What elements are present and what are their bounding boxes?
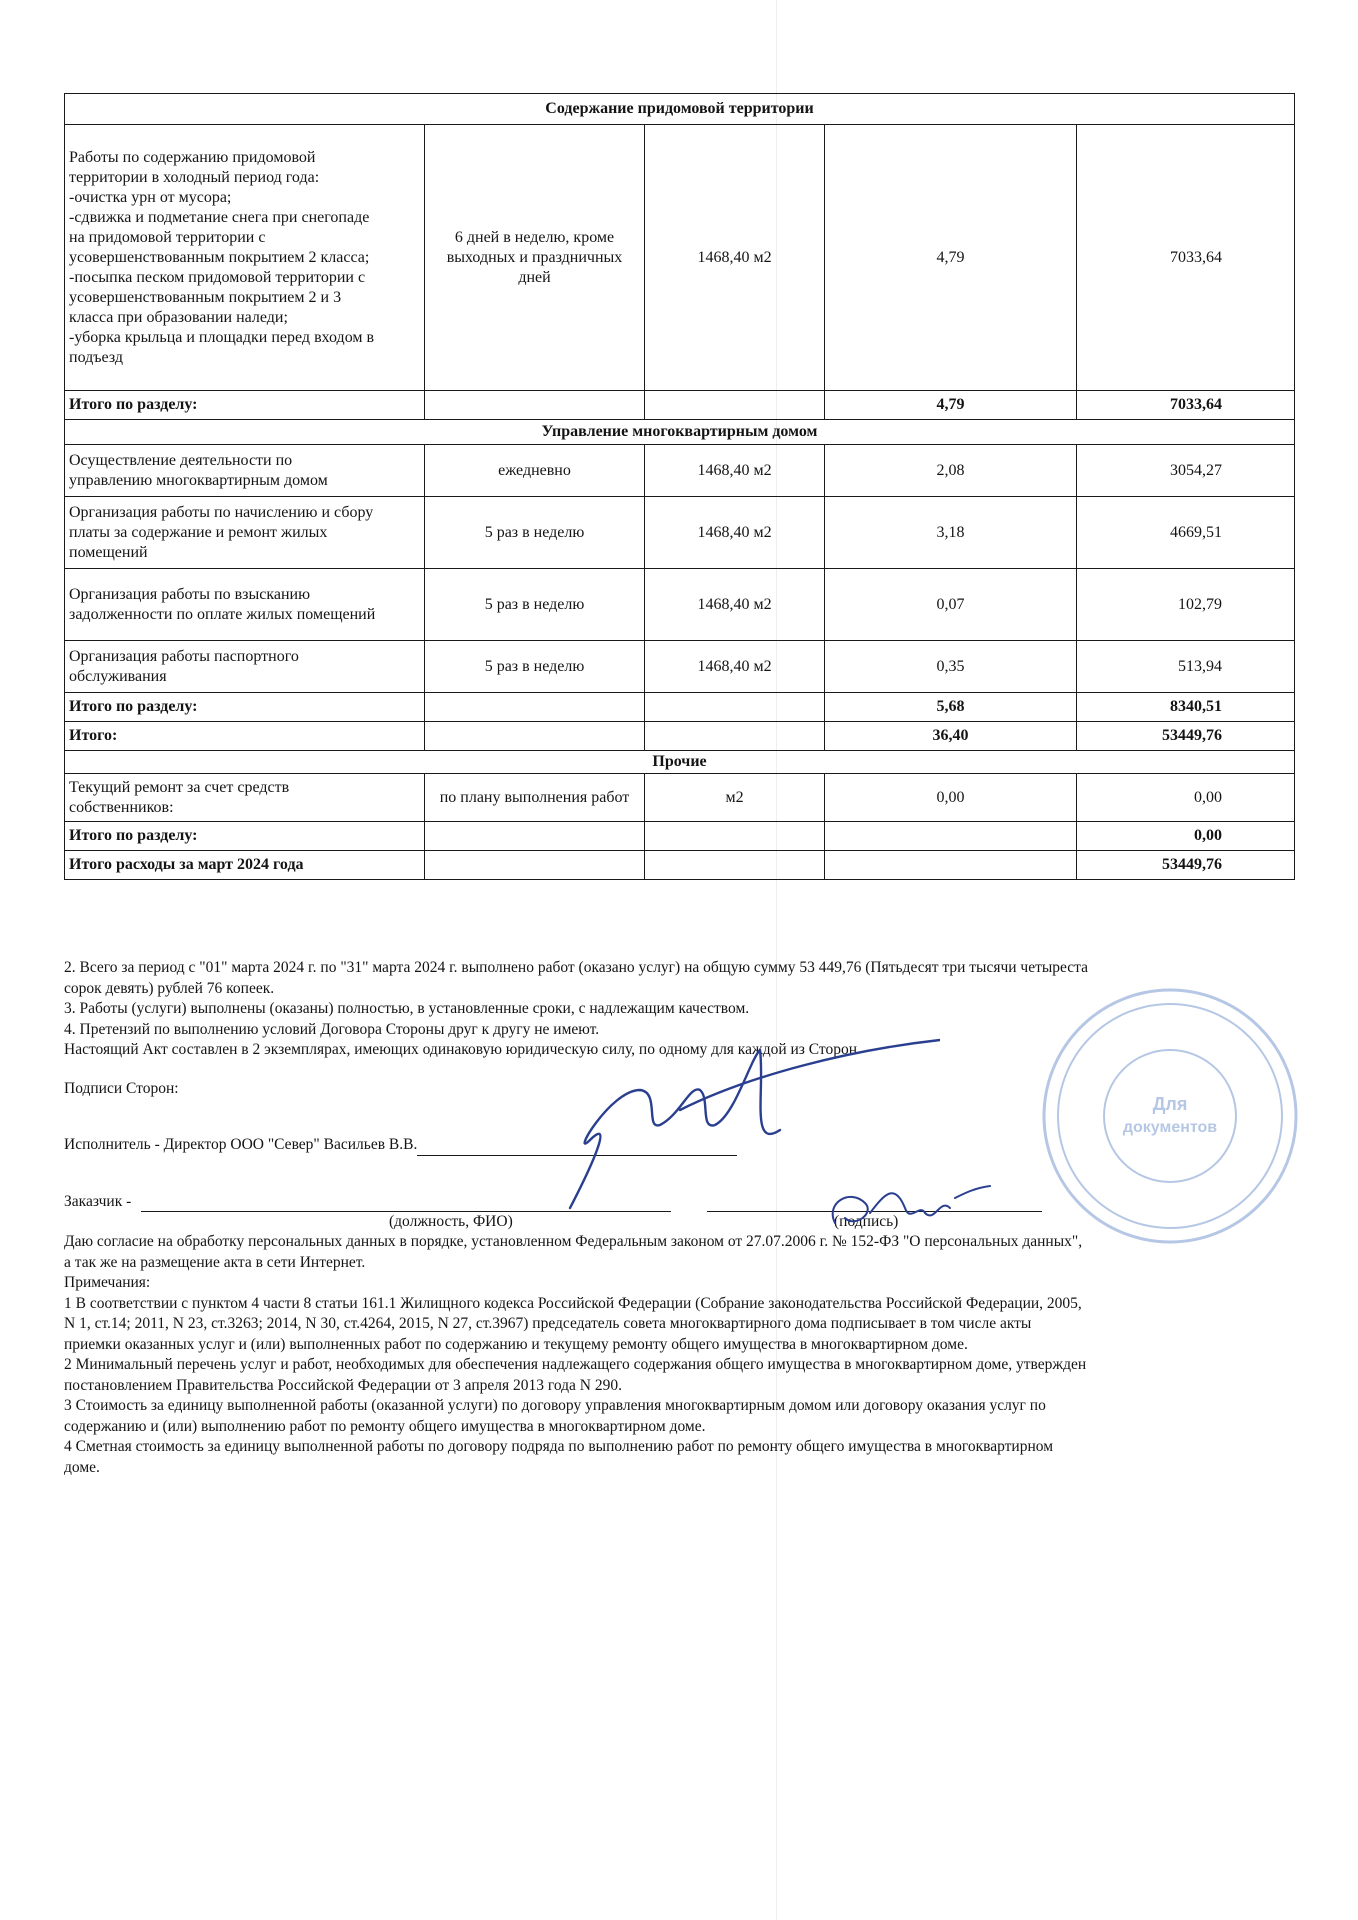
empty-cell (645, 693, 825, 722)
total-sum: 7033,64 (1077, 391, 1295, 420)
section-header-row (65, 751, 1295, 774)
consent-paragraph-cont: а так же на размещение акта в сети Интернет. (64, 1253, 366, 1271)
service-name-line: Текущий ремонт за счет средств (69, 778, 290, 796)
empty-cell (645, 391, 825, 420)
customer-label: Заказчик - (64, 1192, 132, 1210)
total-sum: 0,00 (1077, 822, 1295, 851)
services-table (64, 93, 1295, 880)
quality-paragraph: 3. Работы (услуги) выполнены (оказаны) полностью, в установленные сроки, с надлежащим качеством. (64, 1000, 750, 1017)
empty-cell (425, 822, 645, 851)
copies-paragraph: Настоящий Акт составлен в 2 экземплярах, имеющих одинаковую юридическую силу, по одному для каждой из Сторон (64, 1041, 858, 1058)
total-paragraph-cont: сорок девять) рублей 76 копеек. (64, 979, 275, 997)
table-row (65, 125, 1295, 391)
empty-cell (645, 722, 825, 751)
claims-paragraph: 4. Претензий по выполнению условий Договора Стороны друг к другу не имеют. (64, 1020, 600, 1038)
rate-cell: 3,18 (825, 497, 1077, 569)
service-name-line: на придомовой территории с (69, 228, 266, 246)
rate-cell: 4,79 (825, 125, 1077, 391)
total-label: Итого: (65, 722, 425, 751)
total-label: Итого по разделу: (65, 391, 425, 420)
service-name-cell (65, 125, 425, 391)
section-total-row (65, 822, 1295, 851)
frequency-cell (425, 125, 645, 391)
area-cell: 1468,40 м2 (645, 497, 825, 569)
section-total-row (65, 391, 1295, 420)
rate-cell: 0,00 (825, 774, 1077, 822)
service-name-line: Организация работы паспортного (69, 647, 299, 665)
customer-signature (825, 1168, 995, 1238)
service-name-line: Работы по содержанию придомовой (69, 148, 316, 166)
frequency-cell: 5 раз в неделю (425, 569, 645, 641)
frequency-cell: 5 раз в неделю (425, 497, 645, 569)
area-cell: 1468,40 м2 (645, 641, 825, 693)
remarks-title: Примечания: (64, 1274, 151, 1291)
rate-cell: 0,35 (825, 641, 1077, 693)
footnote-3: 3 Стоимость за единицу выполненной работы (оказанной услуги) по договору управления многоквартирным домом или договору оказания услуг по (64, 1397, 1046, 1414)
section-header-row (65, 420, 1295, 445)
total-label: Итого по разделу: (65, 822, 425, 851)
rate-cell: 2,08 (825, 445, 1077, 497)
table-row (65, 774, 1295, 822)
service-name-line: усовершенствованным покрытием 2 и 3 (69, 288, 342, 306)
stamp-text: Для (1152, 1094, 1188, 1114)
service-name-line: усовершенствованным покрытием 2 класса; (69, 248, 370, 266)
service-name-line: задолженности по оплате жилых помещений (69, 605, 376, 623)
footnote-1-cont: приемки оказанных услуг и (или) выполненных работ по содержанию и текущему ремонту общего имущества в многоквартирном доме. (64, 1335, 968, 1353)
sum-cell: 7033,64 (1077, 125, 1295, 391)
stamp-text: документов (1122, 1119, 1218, 1136)
caption-signature: (подпись) (834, 1213, 899, 1230)
service-name-line: собственников: (69, 798, 174, 816)
march-total-row (65, 851, 1295, 880)
service-name-line: -посыпка песком придомовой территории с (69, 268, 366, 286)
service-name-cell (65, 774, 425, 822)
service-name-line: Организация работы по взысканию (69, 585, 311, 603)
service-name-line: обслуживания (69, 667, 167, 685)
empty-cell (825, 851, 1077, 880)
signatures-title: Подписи Сторон: (64, 1079, 179, 1097)
footnote-2-cont: постановлением Правительства Российской Федерации от 3 апреля 2013 года N 290. (64, 1376, 622, 1394)
total-label: Итого расходы за март 2024 года (65, 851, 425, 880)
organization-stamp (1035, 985, 1305, 1247)
total-rate: 5,68 (825, 693, 1077, 722)
sum-cell: 513,94 (1077, 641, 1295, 693)
area-cell: м2 (645, 774, 825, 822)
service-name-line: Осуществление деятельности по (69, 451, 293, 469)
empty-cell (425, 851, 645, 880)
sum-cell: 4669,51 (1077, 497, 1295, 569)
service-name-line: класса при образовании наледи; (69, 308, 288, 326)
frequency-cell: ежедневно (425, 445, 645, 497)
total-rate: 36,40 (825, 722, 1077, 751)
service-name-line: помещений (69, 543, 148, 561)
table-row (65, 445, 1295, 497)
section-title: Содержание придомовой территории (65, 94, 1295, 125)
service-name-line: Организация работы по начислению и сбору (69, 503, 374, 521)
caption-position: (должность, ФИО) (389, 1213, 513, 1230)
empty-cell (425, 391, 645, 420)
grand-total-row (65, 722, 1295, 751)
sum-cell: 0,00 (1077, 774, 1295, 822)
total-rate: 4,79 (825, 391, 1077, 420)
table-row (65, 641, 1295, 693)
footnote-3-cont: содержанию и (или) выполнению работ по ремонту общего имущества в многоквартирном доме. (64, 1417, 706, 1435)
section-title: Прочие (65, 751, 1295, 774)
frequency-line: дней (518, 268, 551, 286)
service-name-cell (65, 497, 425, 569)
executor-label: Исполнитель - Директор ООО "Север" Васильев В.В. (64, 1136, 418, 1153)
frequency-cell: по плану выполнения работ (425, 774, 645, 822)
empty-cell (645, 822, 825, 851)
footnote-4: 4 Сметная стоимость за единицу выполненной работы по договору подряда по выполнению работ по ремонту общего имущества в многоквартирном (64, 1438, 1054, 1455)
total-sum: 53449,76 (1077, 851, 1295, 880)
total-label: Итого по разделу: (65, 693, 425, 722)
section-title: Управление многоквартирным домом (65, 420, 1295, 445)
service-name-line: -очистка урн от мусора; (69, 188, 232, 206)
total-sum: 8340,51 (1077, 693, 1295, 722)
frequency-cell: 5 раз в неделю (425, 641, 645, 693)
service-name-line: подъезд (69, 348, 123, 366)
area-cell: 1468,40 м2 (645, 125, 825, 391)
table-row (65, 569, 1295, 641)
service-name-cell (65, 641, 425, 693)
service-name-line: территории в холодный период года: (69, 168, 320, 186)
service-name-line: платы за содержание и ремонт жилых (69, 523, 328, 541)
consent-paragraph: Даю согласие на обработку персональных данных в порядке, установленном Федеральным законом от 27.07.2006 г. № 152-ФЗ "О персональных данных", (64, 1233, 1083, 1250)
footnote-1: 1 В соответствии с пунктом 4 части 8 статьи 161.1 Жилищного кодекса Российской Федерации (Собрание законодательства Российской Федерации, 2005, (64, 1294, 1082, 1312)
rate-cell: 0,07 (825, 569, 1077, 641)
service-name-cell (65, 569, 425, 641)
service-name-line: управлению многоквартирным домом (69, 471, 328, 489)
total-sum: 53449,76 (1077, 722, 1295, 751)
frequency-line: выходных и праздничных (446, 248, 623, 266)
service-name-line: -уборка крыльца и площадки перед входом в (69, 328, 375, 346)
area-cell: 1468,40 м2 (645, 445, 825, 497)
total-paragraph: 2. Всего за период с "01" марта 2024 г. по "31" марта 2024 г. выполнено работ (оказано услуг) на общую сумму 53 449,76 (Пятьдесят три тысячи четыреста (64, 959, 1089, 976)
empty-cell (425, 722, 645, 751)
section-total-row (65, 693, 1295, 722)
section-header-row (65, 94, 1295, 125)
footnote-1-cont: N 1, ст.14; 2011, N 23, ст.3263; 2014, N 30, ст.4264, 2015, N 27, ст.3967) председатель совета многоквартирного дома подписывает в том числе акты (64, 1315, 1032, 1332)
sum-cell: 3054,27 (1077, 445, 1295, 497)
empty-cell (825, 822, 1077, 851)
service-name-line: -сдвижка и подметание снега при снегопаде (69, 208, 370, 226)
service-name-cell (65, 445, 425, 497)
empty-cell (425, 693, 645, 722)
area-cell: 1468,40 м2 (645, 569, 825, 641)
empty-cell (645, 851, 825, 880)
sum-cell: 102,79 (1077, 569, 1295, 641)
footnote-4-cont: доме. (64, 1458, 100, 1476)
footnote-2: 2 Минимальный перечень услуг и работ, необходимых для обеспечения надлежащего содержания общего имущества в многоквартирном доме, утвержден (64, 1356, 1087, 1373)
frequency-line: 6 дней в неделю, кроме (454, 228, 615, 246)
table-row (65, 497, 1295, 569)
